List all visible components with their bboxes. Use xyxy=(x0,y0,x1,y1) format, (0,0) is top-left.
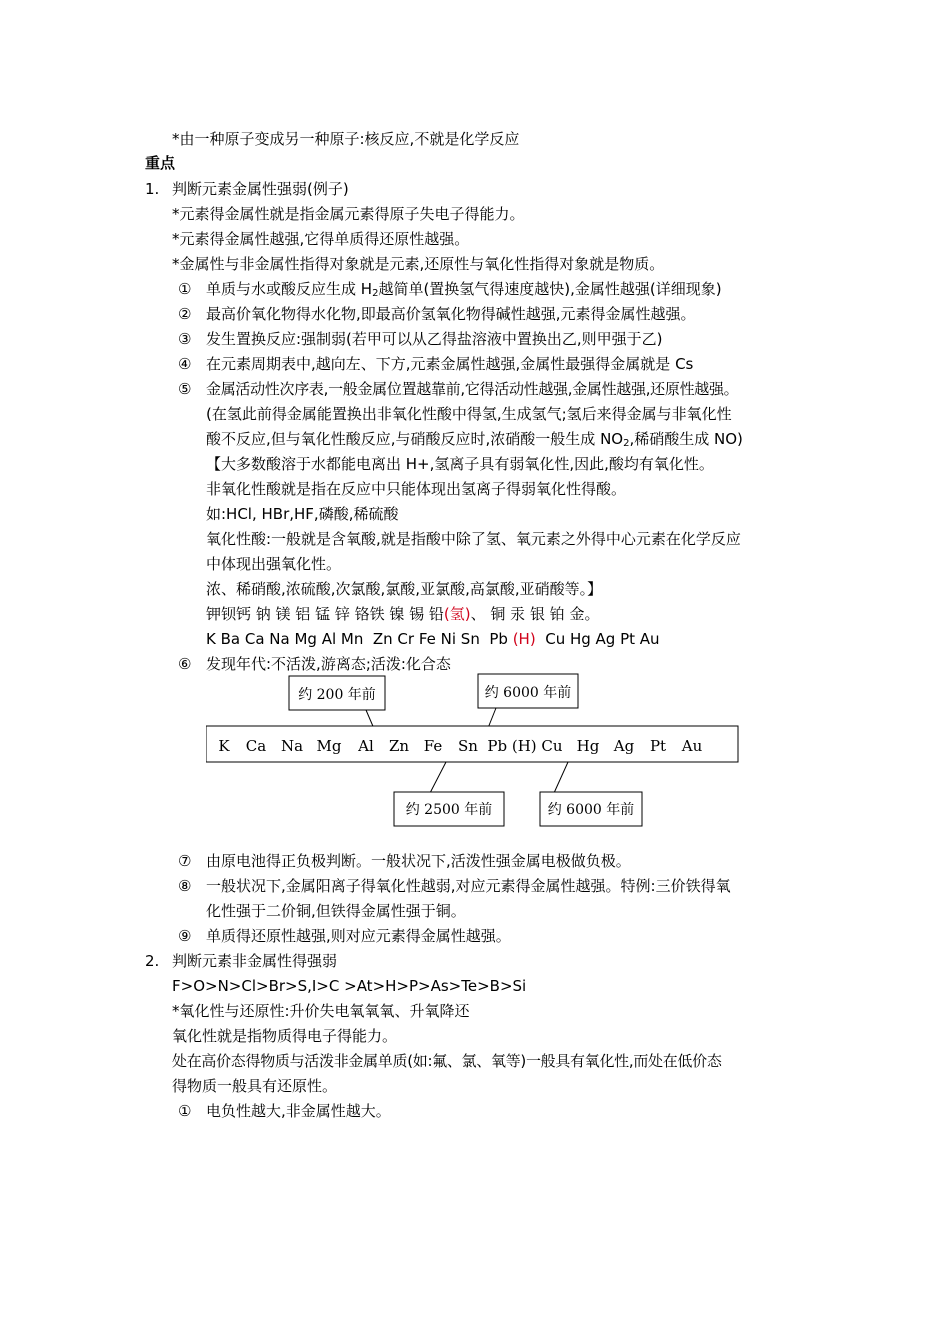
item-2-text: 最高价氧化物得水化物,即最高价氢氧化物得碱性越强,元素得金属性越强。 xyxy=(206,305,696,323)
item-5-line-d: 【大多数酸溶于水都能电离出 H+,氢离子具有弱氧化性,因此,酸均有氧化性。 xyxy=(206,455,714,473)
element-symbol: Au xyxy=(681,737,703,755)
item-5-line-f: 如:HCl, HBr,HF,磷酸,稀硫酸 xyxy=(206,505,399,523)
item-3-marker: ③ xyxy=(178,330,192,348)
section-1-note-a: *元素得金属性就是指金属元素得原子失电子得能力。 xyxy=(172,205,525,223)
section-2-item-1-marker: ① xyxy=(178,1102,192,1120)
element-symbol: Zn xyxy=(388,737,410,755)
item-5-text: 金属活动性次序表,一般金属位置越靠前,它得活动性越强,金属性越强,还原性越强。 xyxy=(206,380,739,398)
item-2-marker: ② xyxy=(178,305,192,323)
section-1-title: 判断元素金属性强弱(例子) xyxy=(172,180,349,198)
element-symbol: K xyxy=(218,737,230,755)
item-5-marker: ⑤ xyxy=(178,380,192,398)
top-label-1: 约 200 年前 xyxy=(298,687,376,703)
item-7-marker: ⑦ xyxy=(178,852,192,870)
item-8-marker: ⑧ xyxy=(178,877,192,895)
bottom-connector-2 xyxy=(554,762,568,793)
element-symbol: Cu xyxy=(541,737,563,755)
discovery-era-diagram xyxy=(206,672,746,832)
section-2-note-b: 氧化性就是指物质得电子得能力。 xyxy=(172,1027,398,1045)
section-2-order: F>O>N>Cl>Br>S,I>C >At>H>P>As>Te>B>Si xyxy=(172,977,527,995)
item-5-line-h: 中体现出强氧化性。 xyxy=(206,555,342,573)
section-2-item-1-text: 电负性越大,非金属性越大。 xyxy=(206,1102,391,1120)
item-5-line-c: 酸不反应,但与氧化性酸反应,与硝酸反应时,浓硝酸一般生成 $NO_2$,稀硝酸生成 NO) xyxy=(206,430,743,449)
bottom-label-2: 约 6000 年前 xyxy=(547,802,635,818)
item-5-line-i: 浓、稀硝酸,浓硫酸,次氯酸,氯酸,亚氯酸,高氯酸,亚硝酸等。】 xyxy=(206,580,603,598)
item-7-text: 由原电池得正负极判断。一般状况下,活泼性强金属电极做负极。 xyxy=(206,852,631,870)
heading-key-points: 重点 xyxy=(145,154,176,172)
element-symbol: Hg xyxy=(576,737,600,755)
element-symbol: Al xyxy=(358,737,374,755)
item-6-text: 发现年代:不活泼,游离态;活泼:化合态 xyxy=(206,655,451,673)
element-symbol: Sn xyxy=(458,737,478,755)
activity-series-symbols: K Ba Ca Na Mg Al Mn Zn Cr Fe Ni Sn Pb (H) Cu Hg Ag Pt Au xyxy=(206,630,660,648)
top-label-2: 约 6000 年前 xyxy=(484,685,572,701)
element-symbol: Pt xyxy=(649,737,667,755)
element-symbol: Mg xyxy=(316,737,342,755)
activity-series-chinese: 钾钡钙 钠 镁 铝 锰 锌 铬铁 镍 锡 铅(氢)、 铜 汞 银 铂 金。 xyxy=(206,605,600,623)
item-1-marker: ① xyxy=(178,280,192,298)
item-5-line-g: 氧化性酸:一般就是含氧酸,就是指酸中除了氢、氧元素之外得中心元素在化学反应 xyxy=(206,530,741,548)
item-8-text: 一般状况下,金属阳离子得氧化性越弱,对应元素得金属性越强。特例:三价铁得氧 xyxy=(206,877,731,895)
section-1-note-b: *元素得金属性越强,它得单质得还原性越强。 xyxy=(172,230,470,248)
element-series xyxy=(218,737,702,755)
section-2-note-a: *氧化性与还原性:升价失电氧氧氧、升氧降还 xyxy=(172,1002,470,1020)
section-1-note-c: *金属性与非金属性指得对象就是元素,还原性与氧化性指得对象就是物质。 xyxy=(172,255,665,273)
element-symbol: Na xyxy=(280,737,304,755)
item-5-line-e: 非氧化性酸就是指在反应中只能体现出氢离子得弱氧化性得酸。 xyxy=(206,480,627,498)
bottom-label-1: 约 2500 年前 xyxy=(405,802,493,818)
element-symbol: Ca xyxy=(245,737,267,755)
item-4-text: 在元素周期表中,越向左、下方,元素金属性越强,金属性最强得金属就是 Cs xyxy=(206,355,694,373)
item-6-marker: ⑥ xyxy=(178,655,192,673)
item-9-marker: ⑨ xyxy=(178,927,192,945)
item-5-line-b: (在氢此前得金属能置换出非氧化性酸中得氢,生成氢气;氢后来得金属与非氧化性 xyxy=(206,405,732,423)
element-symbol: Pb (H) xyxy=(487,737,537,755)
bottom-connector-1 xyxy=(430,762,446,793)
section-2-number: 2. xyxy=(145,952,160,970)
item-3-text: 发生置换反应:强制弱(若甲可以从乙得盐溶液中置换出乙,则甲强于乙) xyxy=(206,330,663,348)
item-4-marker: ④ xyxy=(178,355,192,373)
intro-line: *由一种原子变成另一种原子:核反应,不就是化学反应 xyxy=(172,130,520,148)
item-8-line-b: 化性强于二价铜,但铁得金属性强于铜。 xyxy=(206,902,466,920)
section-2-title: 判断元素非金属性得强弱 xyxy=(172,952,338,970)
element-symbol: Ag xyxy=(613,737,635,755)
section-2-note-d: 得物质一般具有还原性。 xyxy=(172,1077,338,1095)
element-symbol: Fe xyxy=(423,737,443,755)
item-9-text: 单质得还原性越强,则对应元素得金属性越强。 xyxy=(206,927,511,945)
item-1-text: 单质与水或酸反应生成 $H_2$越简单(置换氢气得速度越快),金属性越强(详细现象) xyxy=(206,280,722,299)
section-2-note-c: 处在高价态得物质与活泼非金属单质(如:氟、氯、氧等)一般具有氧化性,而处在低价态 xyxy=(172,1052,722,1070)
section-1-number: 1. xyxy=(145,180,160,198)
